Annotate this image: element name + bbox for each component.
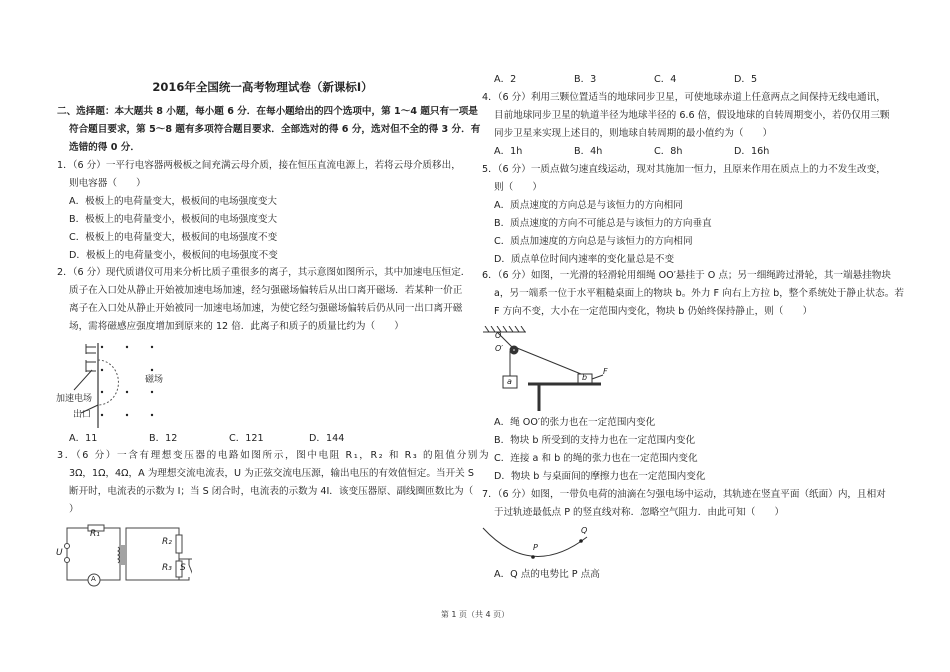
mass-spectrometer-figure: 磁场 加速电场 出口 (56, 340, 186, 430)
question-2: 2．（6 分）现代质谱仪可用来分析比质子重很多的离子，其示意图如图所示，其中加速电压恒定． 质子在入口处从静止开始被加速电场加速，经匀强磁场偏转后从出口离开磁场．若某种一价正 离子在入口处从静止开始被同一加速电场加速，为使它经匀强磁场偏转后仍从同一出口离开磁 场，需将磁感应强度增加到原来的 12 倍．此离子和质子的质量比约为（ ） (57, 267, 471, 332)
option-c: C．极板上的电荷量变大，极板间的电场强度不变 (69, 232, 278, 243)
option-a: A．极板上的电荷量变大，极板间的电场强度变大 (69, 196, 278, 207)
page-title: 2016年全国统一高考物理试卷（新课标Ⅰ） (152, 80, 373, 94)
question-5: 5．（6 分）一质点做匀速直线运动，现对其施加一恒力，且原来作用在质点上的力不发生改变， 则（ ） A．质点速度的方向总是与该恒力的方向相同 B．质点速度的方向不可能总是与该恒力的方向垂直 C．质点加速度的方向总是与该恒力的方向相同 D．质点单位时间内速率的变化量总是不变 (482, 164, 886, 265)
trajectory-figure: P Q (481, 525, 596, 565)
question-4: 4．（6 分）利用三颗位置适当的地球同步卫星，可使地球赤道上任意两点之间保持无线电通讯， 目前地球同步卫星的轨道半径为地球半径的 6.6 倍，假设地球的自转周期变小，若仍仅用三颗 同步卫星来实现上述目的，则地球自转周期的最小值约为（ ） A．1h B．4h C．8h D．16h (482, 92, 890, 157)
page-footer: 第 1 页（共 4 页） (440, 610, 510, 619)
question-2-options: A．11 B．12 C．121 D．144 (69, 433, 345, 444)
pulley-figure: O O′ a b F (481, 326, 611, 412)
section-heading: 二、选择题：本大题共 8 小题，每小题 6 分．在每小题给出的四个选项中，第 1～4 题只有一项是 符合题目要求，第 5～8 题有多项符合题目要求．全部选对的得 6 分，选对但不全的得 3 分．有 选错的得 0 分． (57, 106, 481, 153)
question-7-option-a: A．Q 点的电势比 P 点高 (494, 569, 600, 580)
transformer-circuit-figure: R₁ R₂ R₃ U A S (62, 523, 192, 587)
question-6: 6．（6 分）如图，一光滑的轻滑轮用细绳 OO′悬挂于 O 点；另一细绳跨过滑轮，其一端悬挂物块 a，另一端系一位于水平粗糙桌面上的物块 b。外力 F 向右上方拉 b，整个系统处于静止状态。若 F 方向不变，大小在一定范围内变化，物块 b 仍始终保持静止，则（ ） (482, 270, 904, 317)
question-1: 1．（6 分）一平行电容器两极板之间充满云母介质，接在恒压直流电源上，若将云母介质移出， 则电容器（ ） A．极板上的电荷量变大，极板间的电场强度变大 B．极板上的电荷量变小，极板间的电场强度变大 C．极板上的电荷量变大，极板间的电场强度不变 D．极板上的电荷量变小，极板间的电场强度不变 (57, 157, 461, 265)
question-6-options: A．绳 OO′的张力也在一定范围内变化 B．物块 b 所受到的支持力也在一定范围内变化 C．连接 a 和 b 的绳的张力也在一定范围内变化 D．物块 b 与桌面间的摩擦力也在一定范围内变化 (494, 417, 706, 482)
question-3-options: A．2 B．3 C．4 D．5 (494, 74, 758, 85)
question-3: 3．（6 分）一含有理想变压器的电路如图所示，图中电阻 R₁，R₂ 和 R₃ 的阻值分别为 3Ω，1Ω，4Ω，A 为理想交流电流表，U 为正弦交流电压源，输出电压的有效值恒定。当开关 S 断开时，电流表的示数为 I；当 S 闭合时，电流表的示数为 4I．该变压器原、副线圈匝数比为（ ） (57, 450, 491, 515)
question-7: 7．（6 分）如图，一带负电荷的油滴在匀强电场中运动，其轨迹在竖直平面（纸面）内，且相对 于过轨迹最低点 P 的竖直线对称．忽略空气阻力．由此可知（ ） (482, 489, 886, 518)
option-d: D．极板上的电荷量变小，极板间的电场强度不变 (69, 250, 278, 261)
option-b: B．极板上的电荷量变小，极板间的电场强度变大 (69, 214, 278, 225)
